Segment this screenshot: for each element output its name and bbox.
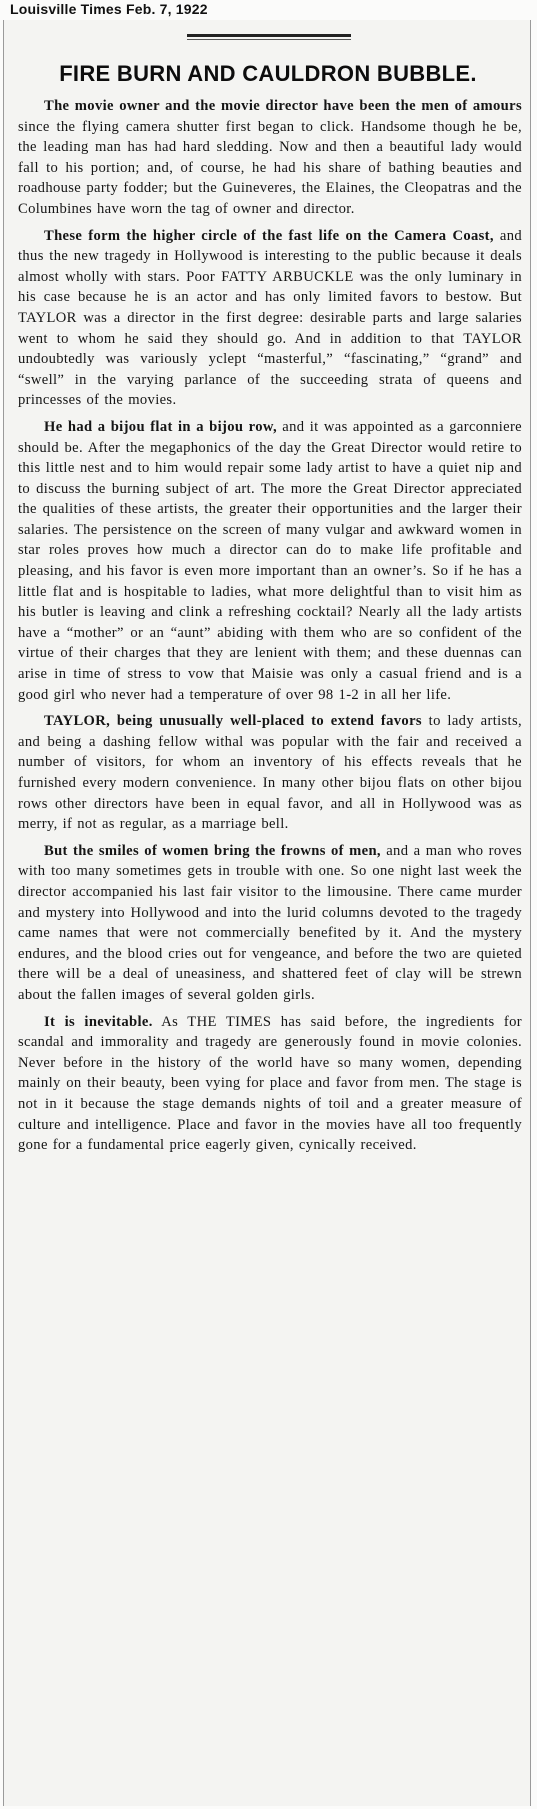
top-rule-thin [187,39,351,40]
paragraph-5 [18,841,522,1006]
paragraph-6 [18,1012,522,1156]
paragraph-lead: He had a bijou flat in a bijou row, [44,418,277,435]
paragraph-3 [18,417,522,705]
paragraph-lead: The movie owner and the movie director have been the men of amours [44,98,522,114]
paragraph-text: since the flying camera shutter first began to click. Handsome though he be, the leading man has had hard sledding. Now and then a beautiful lady would fall to his portion; and, of course, he had his share of bathing beauties and roadhouse party fodder; but the Guineveres, the Elaines, the Cleopatras and the Columbines have worn the tag of owner and director. [18,118,522,217]
top-rule [187,34,351,37]
paragraph-lead: TAYLOR, being unusually well-placed to extend favors [44,713,422,730]
paragraph-4 [18,711,522,835]
paragraph-lead: These form the higher circle of the fast life on the Camera Coast, [44,227,494,244]
paragraph-text: and thus the new tragedy in Hollywood is interesting to the public because it deals almost wholly with stars. Poor FATTY ARBUCKLE was the only luminary in his case because he is an actor and has only limited favors to bestow. But TAYLOR was a director in the first degree: desirable parts and large salaries went to whom he said they should go. And in addition to that TAYLOR undoubtedly was variously yclept “masterful,” “fascinating,” “grand” and “swell” in the varying parlance of the succeeding strata of queens and princesses of the movies. [18,227,522,409]
paragraph-text: and a man who roves with too many sometimes gets in trouble with one. So one night last week the director accompanied his last fair visitor to the limousine. There came murder and mystery into Hollywood and into the lurid columns devoted to the tragedy came names that were not commercially benefited by it. And the mystery endures, and the blood cries out for vengeance, and before the two are quieted there will be a deal of uneasiness, and shattered feet of clay will be strewn about the fallen images of several golden girls. [18,842,522,1003]
article-body [18,96,522,1162]
paragraph-text: to lady artists, and being a dashing fellow withal was popular with the fair and received a number of visitors, for whom an inventory of his effects reveals that he furnished every modern convenience. In many other bijou flats on other bijou rows other directors have been in equal favor, and all in Hollywood was as merry, if not as regular, as a marriage bell. [18,713,522,833]
source-caption: Louisville Times Feb. 7, 1922 [10,1,208,17]
paragraph-text: and it was appointed as a garconniere should be. After the megaphonics of the day the Great Director would retire to this little nest and to him would repair some lady artist to have a quiet nip and to discuss the burning subject of art. The more the Great Director appreciated the qualities of these artists, the greater their opportunities and the larger their salaries. The persistence on the screen of many vulgar and awkward women in star roles proves how much a director can do to make life profitable and pleasing, and his favor is even more important than an owner’s. So if he has a little flat and is hospitable to ladies, what more delightful than to visit him as his butler is leaving and clink a refreshing cocktail? Nearly all the lady artists have a “mother” or an “aunt” abiding with them who are so confident of the virtue of their charges that they are lenient with them; and these duennas can arise in time of stress to vow that Maisie was only a casual friend and is a good girl who never had a temperature of over 98 1-2 in all her life. [18,418,522,703]
paragraph-1 [18,96,522,220]
paragraph-lead: It is inevitable. [44,1013,153,1030]
article-headline: FIRE BURN AND CAULDRON BUBBLE. [59,61,477,86]
newspaper-clipping [3,20,531,1806]
paragraph-text: As THE TIMES has said before, the ingredients for scandal and immorality and tragedy are generously found in movie colonies. Never before in the history of the world have so many women, depending mainly on their beauty, been vying for place and favor from men. The stage is not in it because the stage demands nights of toil and a greater measure of culture and intelligence. Place and favor in the movies have all too frequently gone for a fundamental price eagerly given, cynically received. [18,1013,522,1154]
paragraph-lead: But the smiles of women bring the frowns of men, [44,842,381,859]
paragraph-2 [18,226,522,411]
